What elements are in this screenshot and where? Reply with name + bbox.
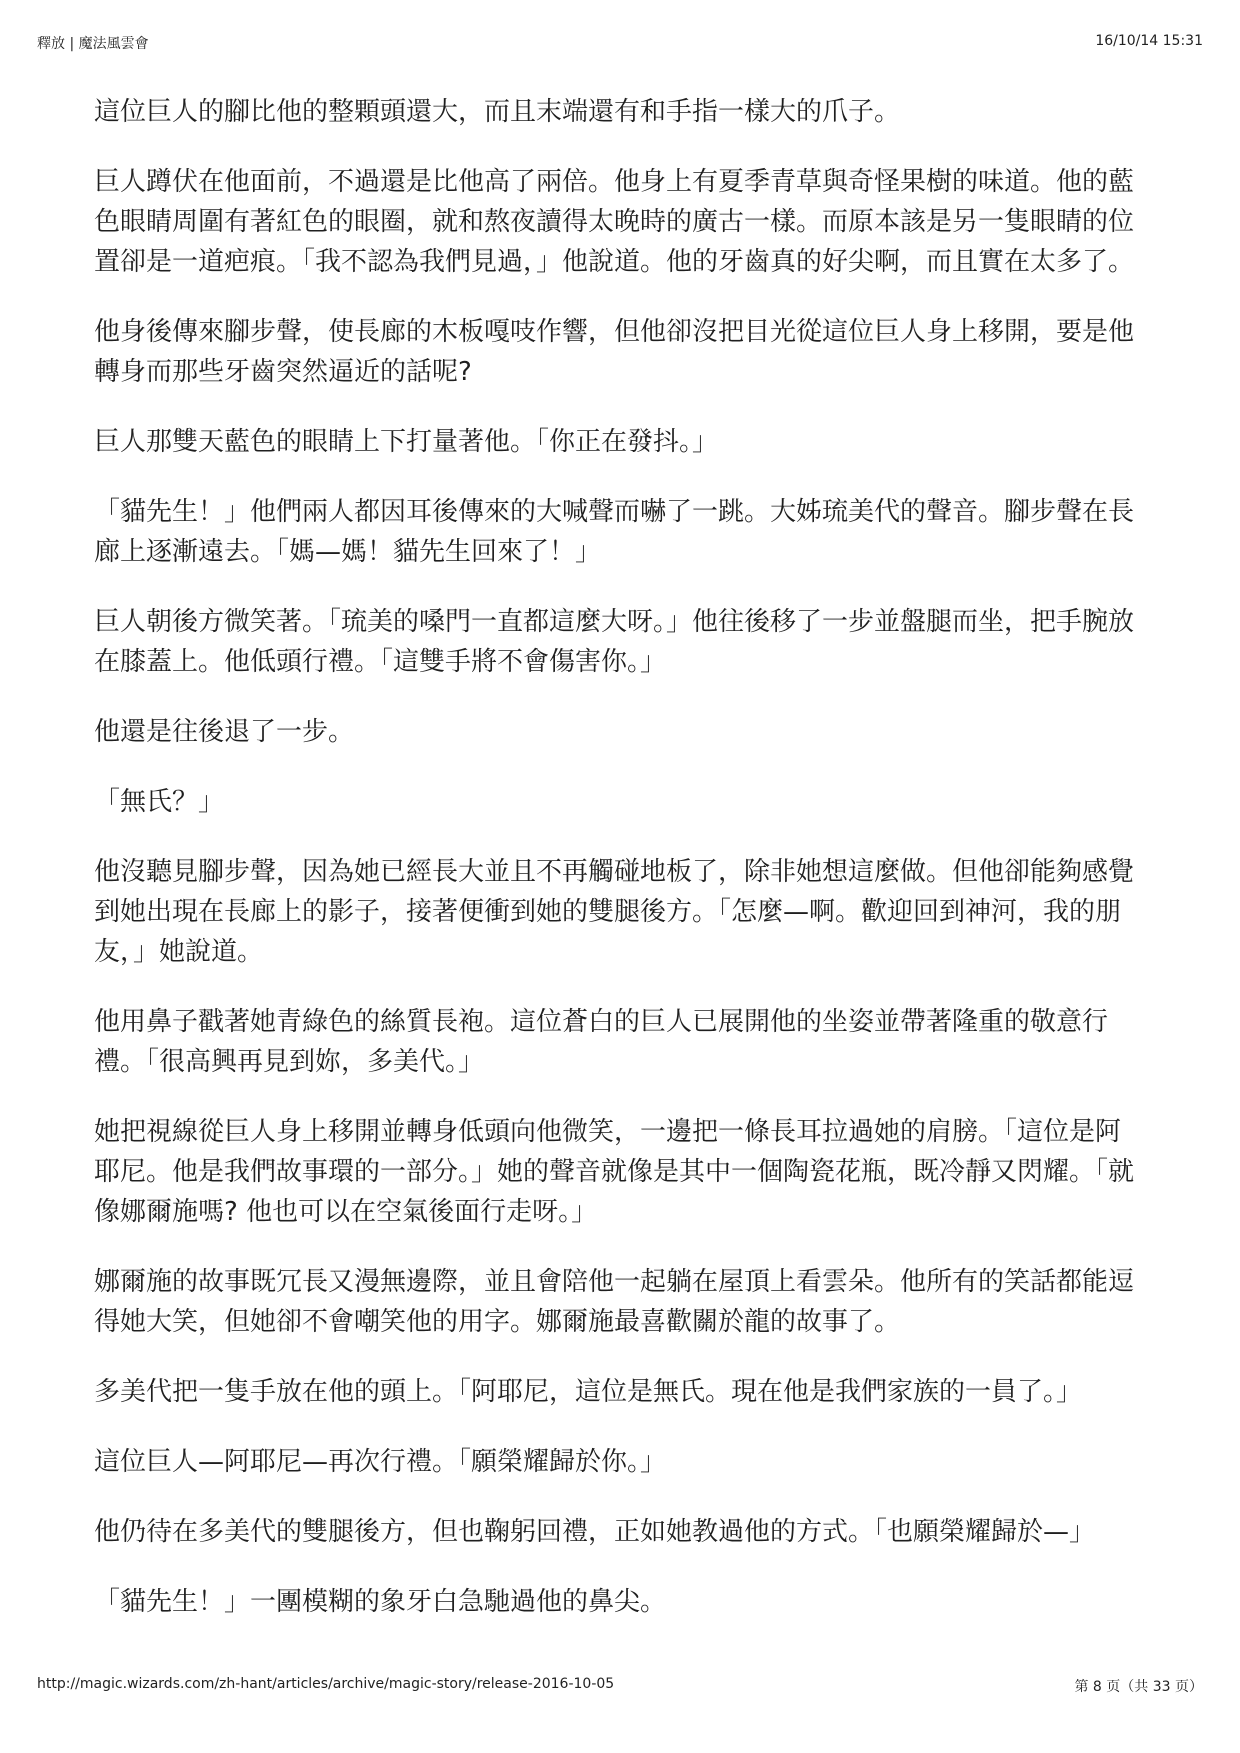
paragraph: 「貓先生！」他們兩人都因耳後傳來的大喊聲而嚇了一跳。大姊琉美代的聲音。腳步聲在長廊上逐漸遠去。「媽—媽！貓先生回來了！」	[94, 497, 1135, 567]
paragraph: 多美代把一隻手放在他的頭上。「阿耶尼，這位是無氏。現在他是我們家族的一員了。」	[94, 1377, 1083, 1407]
paragraph: 這位巨人—阿耶尼—再次行禮。「願榮耀歸於你。」	[94, 1447, 667, 1477]
article-body	[94, 92, 1146, 1652]
paragraph: 「貓先生！」一團模糊的象牙白急馳過他的鼻尖。	[94, 1587, 667, 1617]
paragraph: 他仍待在多美代的雙腿後方，但也鞠躬回禮，正如她教過他的方式。「也願榮耀歸於—」	[94, 1517, 1096, 1547]
print-header	[37, 33, 1203, 53]
paragraph: 他用鼻子戳著她青綠色的絲質長袍。這位蒼白的巨人已展開他的坐姿並帶著隆重的敬意行禮。「很高興再見到妳，多美代。」	[94, 1007, 1109, 1077]
paragraph: 巨人那雙天藍色的眼睛上下打量著他。「你正在發抖。」	[94, 427, 719, 457]
page-number: 第 8 页（共 33 页）	[1074, 1679, 1203, 1695]
paragraph: 娜爾施的故事既冗長又漫無邊際，並且會陪他一起躺在屋頂上看雲朵。他所有的笑話都能逗得她大笑，但她卻不會嘲笑他的用字。娜爾施最喜歡關於龍的故事了。	[94, 1267, 1135, 1337]
paragraph: 他還是往後退了一步。	[94, 717, 355, 747]
paragraph: 她把視線從巨人身上移開並轉身低頭向他微笑，一邊把一條長耳拉過她的肩膀。「這位是阿耶尼。他是我們故事環的一部分。」她的聲音就像是其中一個陶瓷花瓶，既冷靜又閃耀。「就像娜爾施嗎? 他也可以在空氣後面行走呀。」	[94, 1117, 1135, 1227]
paragraph: 他身後傳來腳步聲，使長廊的木板嘎吱作響，但他卻沒把目光從這位巨人身上移開，要是他轉身而那些牙齒突然逼近的話呢?	[94, 317, 1135, 387]
page-url: http://magic.wizards.com/zh-hant/articles/archive/magic-story/release-2016-10-05	[37, 1676, 615, 1692]
print-footer	[37, 1676, 1203, 1696]
paragraph: 巨人蹲伏在他面前，不過還是比他高了兩倍。他身上有夏季青草與奇怪果樹的味道。他的藍色眼睛周圍有著紅色的眼圈，就和熬夜讀得太晚時的廣古一樣。而原本該是另一隻眼睛的位置卻是一道疤痕。「我不認為我們見過，」他說道。他的牙齒真的好尖啊，而且實在太多了。	[94, 167, 1135, 277]
paragraph: 巨人朝後方微笑著。「琉美的嗓門一直都這麼大呀。」他往後移了一步並盤腿而坐，把手腕放在膝蓋上。他低頭行禮。「這雙手將不會傷害你。」	[94, 607, 1135, 677]
paragraph: 這位巨人的腳比他的整顆頭還大，而且末端還有和手指一樣大的爪子。	[94, 97, 901, 127]
paragraph: 他沒聽見腳步聲，因為她已經長大並且不再觸碰地板了，除非她想這麼做。但他卻能夠感覺到她出現在長廊上的影子，接著便衝到她的雙腿後方。「怎麼—啊。歡迎回到神河，我的朋友，」她說道。	[94, 857, 1135, 967]
paragraph: 「無氏？」	[94, 787, 225, 817]
print-datetime: 16/10/14 15:31	[1095, 33, 1203, 49]
page-title: 釋放 | 魔法風雲會	[37, 36, 149, 52]
